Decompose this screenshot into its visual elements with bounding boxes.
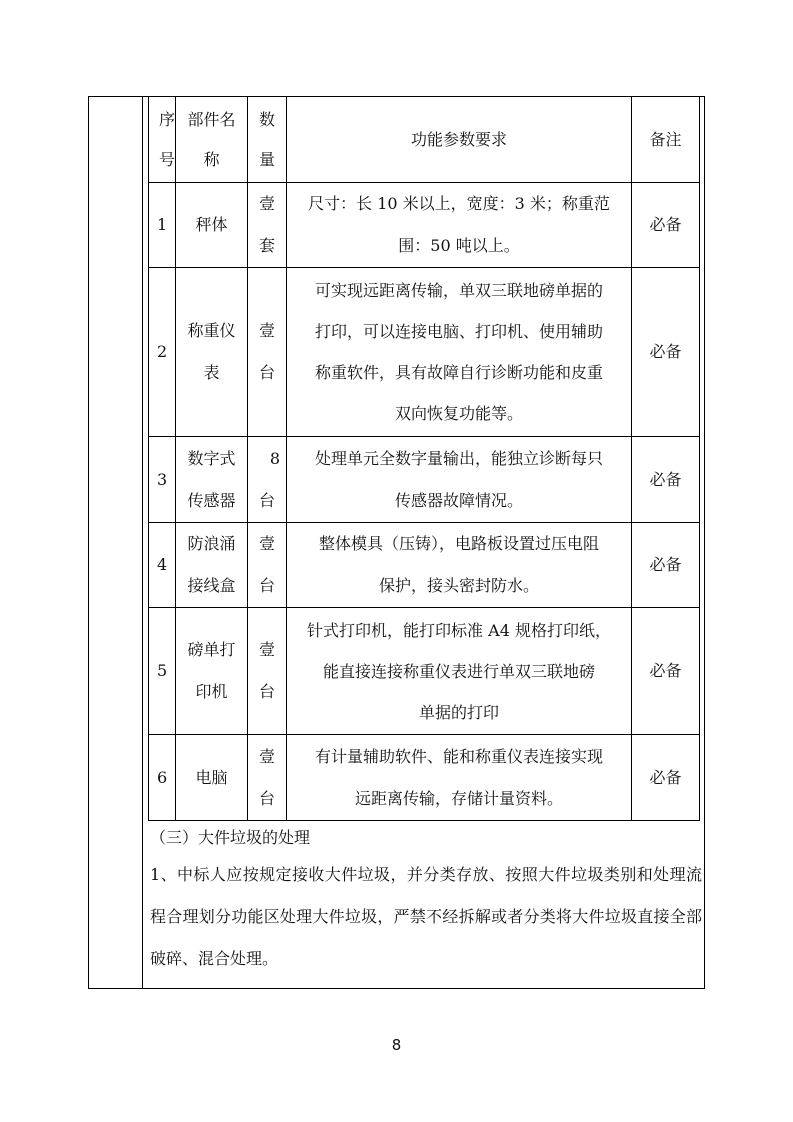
row-spec xyxy=(287,523,632,608)
row-qty-line: 8 xyxy=(269,448,281,468)
outer-column-divider xyxy=(142,96,143,989)
header-spec: 功能参数要求 xyxy=(287,97,632,183)
table-row xyxy=(149,523,700,608)
row-note: 必备 xyxy=(632,523,700,608)
row-spec-line: 单据的打印 xyxy=(419,702,500,722)
row-name-line: 接线盒 xyxy=(187,576,236,595)
row-name xyxy=(176,268,248,437)
row-seq: 5 xyxy=(149,608,176,735)
row-spec xyxy=(287,735,632,821)
row-spec-line: 围：50 吨以上。 xyxy=(398,236,520,255)
table-header-row xyxy=(149,97,700,183)
row-name xyxy=(176,608,248,735)
row-seq: 6 xyxy=(149,735,176,821)
row-qty-line: 壹 xyxy=(259,640,276,659)
row-name-line: 秤体 xyxy=(195,215,228,234)
row-qty-line: 套 xyxy=(259,236,276,255)
row-spec xyxy=(287,268,632,437)
row-spec xyxy=(287,183,632,268)
row-name-line: 电脑 xyxy=(195,767,228,787)
row-spec xyxy=(287,608,632,735)
header-seq xyxy=(149,97,176,183)
header-qty-line: 量 xyxy=(259,149,276,169)
row-spec-line: 处理单元全数字量输出，能独立诊断每只 xyxy=(315,448,604,468)
row-spec-line: 可实现远距离传输，单双三联地磅单据的 xyxy=(315,281,604,300)
row-qty-line: 台 xyxy=(259,576,276,595)
row-spec-line: 保护，接头密封防水。 xyxy=(379,576,540,595)
row-qty-line: 壹 xyxy=(259,194,276,213)
row-spec-line: 传感器故障情况。 xyxy=(395,490,524,510)
row-note: 必备 xyxy=(632,268,700,437)
row-name-line: 传感器 xyxy=(187,490,236,510)
row-qty xyxy=(248,523,287,608)
row-spec xyxy=(287,437,632,523)
page-number: 8 xyxy=(391,1036,402,1054)
row-name xyxy=(176,735,248,821)
row-spec-line: 远距离传输，存储计量资料。 xyxy=(355,788,564,808)
row-spec-line: 整体模具（压铸），电路板设置过压电阻 xyxy=(319,534,600,553)
equipment-spec-table xyxy=(148,96,700,821)
header-name-line: 称 xyxy=(203,149,220,169)
header-note: 备注 xyxy=(632,97,700,183)
row-qty xyxy=(248,735,287,821)
row-qty-line: 台 xyxy=(259,788,276,808)
row-note: 必备 xyxy=(632,608,700,735)
table-row xyxy=(149,608,700,735)
row-spec-line: 能直接连接称重仪表进行单双三联地磅 xyxy=(323,661,596,681)
row-seq: 4 xyxy=(149,523,176,608)
section-paragraph: 1、中标人应按规定接收大件垃圾，并分类存放、按照大件垃圾类别和处理流程合理划分功能区处理大件垃圾，严禁不经拆解或者分类将大件垃圾直接全部破碎、混合处理。 xyxy=(150,865,702,968)
header-name xyxy=(176,97,248,183)
row-name-line: 数字式 xyxy=(187,448,236,468)
row-note: 必备 xyxy=(632,437,700,523)
row-spec-line: 双向恢复功能等。 xyxy=(395,404,524,423)
table-row xyxy=(149,735,700,821)
row-seq: 1 xyxy=(149,183,176,268)
row-note: 必备 xyxy=(632,735,700,821)
row-qty xyxy=(248,268,287,437)
row-seq: 3 xyxy=(149,437,176,523)
row-name xyxy=(176,523,248,608)
row-qty-line: 壹 xyxy=(259,746,276,766)
row-name xyxy=(176,183,248,268)
header-seq-line: 序 xyxy=(159,109,176,129)
row-name-line: 磅单打 xyxy=(187,640,236,659)
section-content xyxy=(150,822,702,980)
row-name xyxy=(176,437,248,523)
section-heading: （三）大件垃圾的处理 xyxy=(150,828,311,847)
table-row xyxy=(149,183,700,268)
row-qty xyxy=(248,183,287,268)
row-name-line: 防浪涌 xyxy=(187,534,236,553)
row-seq: 2 xyxy=(149,268,176,437)
row-spec-line: 打印，可以连接电脑、打印机、使用辅助 xyxy=(315,322,604,341)
table-row xyxy=(149,268,700,437)
row-qty-line: 台 xyxy=(259,682,276,701)
row-qty-line: 台 xyxy=(259,490,276,510)
row-spec-line: 有计量辅助软件、能和称重仪表连接实现 xyxy=(315,746,604,766)
row-qty-line: 壹 xyxy=(259,321,276,340)
row-name-line: 表 xyxy=(203,363,220,382)
row-qty-line: 壹 xyxy=(259,534,276,553)
table-row xyxy=(149,437,700,523)
row-spec-line: 针式打印机，能打印标准 A4 规格打印纸， xyxy=(307,620,611,640)
row-spec-line: 称重软件，具有故障自行诊断功能和皮重 xyxy=(315,363,604,382)
row-note: 必备 xyxy=(632,183,700,268)
header-qty-line: 数 xyxy=(259,109,276,129)
header-name-line: 部件名 xyxy=(187,109,236,129)
row-qty xyxy=(248,608,287,735)
row-name-line: 印机 xyxy=(195,682,228,701)
row-spec-line: 尺寸：长 10 米以上，宽度：3 米；称重范 xyxy=(308,194,610,213)
row-qty-line: 台 xyxy=(259,363,276,382)
header-qty xyxy=(248,97,287,183)
row-name-line: 称重仪 xyxy=(187,321,236,340)
row-qty xyxy=(248,437,287,523)
header-seq-line: 号 xyxy=(159,149,176,169)
